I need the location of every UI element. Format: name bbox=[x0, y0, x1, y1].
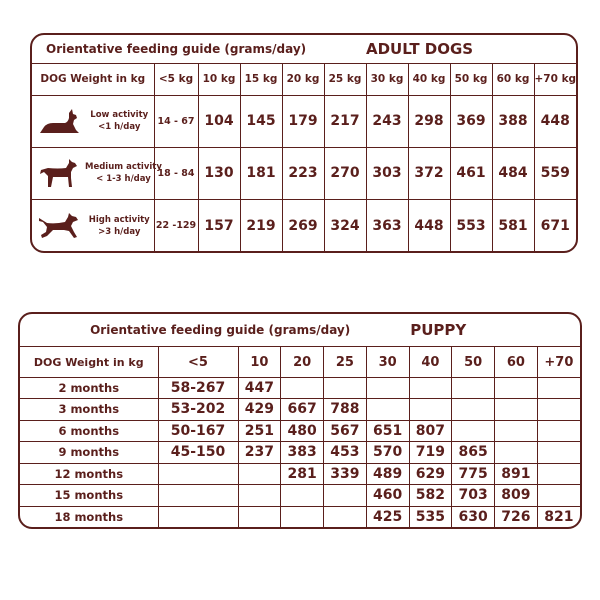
value-cell: 303 bbox=[366, 147, 408, 199]
puppy-age-label: 12 months bbox=[20, 463, 158, 484]
value-cell bbox=[537, 420, 580, 441]
value-cell: 671 bbox=[534, 200, 576, 251]
value-cell: 339 bbox=[324, 463, 367, 484]
adult-col-header: 40 kg bbox=[408, 63, 450, 95]
puppy-table-row bbox=[20, 399, 580, 420]
puppy-col-header: <5 bbox=[158, 347, 238, 377]
value-cell bbox=[158, 463, 238, 484]
value-cell: 130 bbox=[198, 147, 240, 199]
puppy-col-header: 10 bbox=[238, 347, 281, 377]
puppy-feeding-table bbox=[18, 312, 582, 529]
adult-col-header: <5 kg bbox=[154, 63, 198, 95]
adult-feeding-table bbox=[30, 33, 578, 253]
value-cell: 388 bbox=[492, 95, 534, 147]
adult-col-header: 20 kg bbox=[282, 63, 324, 95]
value-cell bbox=[281, 485, 324, 506]
value-cell: 703 bbox=[452, 485, 495, 506]
value-cell: 45-150 bbox=[158, 442, 238, 463]
range-cell: 18 - 84 bbox=[154, 147, 198, 199]
value-cell: 891 bbox=[495, 463, 538, 484]
adult-type-label: ADULT DOGS bbox=[366, 35, 576, 63]
value-cell: 219 bbox=[240, 200, 282, 251]
value-cell: 369 bbox=[450, 95, 492, 147]
value-cell: 719 bbox=[409, 442, 452, 463]
value-cell bbox=[495, 377, 538, 398]
value-cell: 570 bbox=[366, 442, 409, 463]
value-cell: 237 bbox=[238, 442, 281, 463]
puppy-col-header: 30 bbox=[366, 347, 409, 377]
value-cell: 460 bbox=[366, 485, 409, 506]
value-cell: 807 bbox=[409, 420, 452, 441]
value-cell bbox=[409, 377, 452, 398]
value-cell: 821 bbox=[537, 506, 580, 527]
puppy-table-row bbox=[20, 506, 580, 527]
value-cell bbox=[366, 377, 409, 398]
puppy-col-header: 25 bbox=[324, 347, 367, 377]
value-cell: 53-202 bbox=[158, 399, 238, 420]
activity-label: High activity bbox=[88, 214, 150, 225]
puppy-col-header: 50 bbox=[452, 347, 495, 377]
value-cell bbox=[452, 399, 495, 420]
value-cell: 104 bbox=[198, 95, 240, 147]
value-cell: 582 bbox=[409, 485, 452, 506]
value-cell: 181 bbox=[240, 147, 282, 199]
value-cell bbox=[537, 485, 580, 506]
value-cell bbox=[281, 506, 324, 527]
value-cell: 559 bbox=[534, 147, 576, 199]
value-cell: 429 bbox=[238, 399, 281, 420]
value-cell: 581 bbox=[492, 200, 534, 251]
adult-row-low bbox=[32, 95, 576, 147]
value-cell: 179 bbox=[282, 95, 324, 147]
puppy-table-row bbox=[20, 377, 580, 398]
adult-row-medium bbox=[32, 147, 576, 199]
value-cell: 372 bbox=[408, 147, 450, 199]
value-cell bbox=[495, 399, 538, 420]
adult-col-header: 60 kg bbox=[492, 63, 534, 95]
value-cell: 453 bbox=[324, 442, 367, 463]
value-cell: 775 bbox=[452, 463, 495, 484]
adult-col-header: 15 kg bbox=[240, 63, 282, 95]
value-cell: 667 bbox=[281, 399, 324, 420]
adult-col-header: 25 kg bbox=[324, 63, 366, 95]
value-cell bbox=[495, 442, 538, 463]
value-cell: 58-267 bbox=[158, 377, 238, 398]
value-cell: 145 bbox=[240, 95, 282, 147]
value-cell bbox=[495, 420, 538, 441]
value-cell: 809 bbox=[495, 485, 538, 506]
puppy-type-label: PUPPY bbox=[366, 314, 580, 347]
value-cell bbox=[366, 399, 409, 420]
activity-hours: < 1-3 h/day bbox=[96, 174, 151, 185]
puppy-title: Orientative feeding guide (grams/day) bbox=[20, 314, 366, 347]
value-cell: 269 bbox=[282, 200, 324, 251]
puppy-col-header: 60 bbox=[495, 347, 538, 377]
value-cell: 217 bbox=[324, 95, 366, 147]
standing-dog-icon bbox=[38, 158, 80, 188]
value-cell: 629 bbox=[409, 463, 452, 484]
value-cell: 270 bbox=[324, 147, 366, 199]
adult-col-header: 30 kg bbox=[366, 63, 408, 95]
value-cell bbox=[158, 506, 238, 527]
running-dog-icon bbox=[38, 211, 80, 241]
value-cell: 461 bbox=[450, 147, 492, 199]
value-cell: 480 bbox=[281, 420, 324, 441]
value-cell bbox=[281, 377, 324, 398]
value-cell: 567 bbox=[324, 420, 367, 441]
activity-hours: >3 h/day bbox=[98, 226, 141, 237]
value-cell: 251 bbox=[238, 420, 281, 441]
puppy-age-label: 6 months bbox=[20, 420, 158, 441]
value-cell bbox=[537, 463, 580, 484]
value-cell bbox=[158, 485, 238, 506]
value-cell bbox=[537, 442, 580, 463]
adult-col-header: +70 kg bbox=[534, 63, 576, 95]
value-cell: 489 bbox=[366, 463, 409, 484]
value-cell: 363 bbox=[366, 200, 408, 251]
puppy-age-label: 9 months bbox=[20, 442, 158, 463]
puppy-col-header: 40 bbox=[409, 347, 452, 377]
value-cell: 535 bbox=[409, 506, 452, 527]
value-cell bbox=[238, 506, 281, 527]
puppy-col-header: 20 bbox=[281, 347, 324, 377]
value-cell: 484 bbox=[492, 147, 534, 199]
value-cell: 448 bbox=[408, 200, 450, 251]
adult-title: Orientative feeding guide (grams/day) bbox=[32, 35, 366, 63]
value-cell: 788 bbox=[324, 399, 367, 420]
puppy-age-label: 18 months bbox=[20, 506, 158, 527]
puppy-table-row bbox=[20, 442, 580, 463]
puppy-table-row bbox=[20, 485, 580, 506]
puppy-age-label: 15 months bbox=[20, 485, 158, 506]
puppy-weight-label: DOG Weight in kg bbox=[20, 347, 158, 377]
activity-label: Medium activity bbox=[85, 162, 162, 173]
value-cell: 157 bbox=[198, 200, 240, 251]
value-cell: 651 bbox=[366, 420, 409, 441]
puppy-col-header: +70 bbox=[537, 347, 580, 377]
value-cell: 865 bbox=[452, 442, 495, 463]
value-cell: 553 bbox=[450, 200, 492, 251]
adult-col-header: 50 kg bbox=[450, 63, 492, 95]
value-cell bbox=[452, 420, 495, 441]
value-cell bbox=[537, 377, 580, 398]
value-cell: 50-167 bbox=[158, 420, 238, 441]
activity-label: Low activity bbox=[90, 110, 149, 121]
value-cell: 447 bbox=[238, 377, 281, 398]
adult-row-high bbox=[32, 200, 576, 251]
value-cell bbox=[409, 399, 452, 420]
puppy-age-label: 3 months bbox=[20, 399, 158, 420]
activity-hours: <1 h/day bbox=[98, 122, 141, 133]
value-cell: 383 bbox=[281, 442, 324, 463]
value-cell bbox=[324, 485, 367, 506]
value-cell: 298 bbox=[408, 95, 450, 147]
value-cell bbox=[537, 399, 580, 420]
value-cell: 630 bbox=[452, 506, 495, 527]
range-cell: 14 - 67 bbox=[154, 95, 198, 147]
value-cell: 425 bbox=[366, 506, 409, 527]
puppy-table-row bbox=[20, 420, 580, 441]
value-cell bbox=[324, 506, 367, 527]
value-cell bbox=[324, 377, 367, 398]
puppy-table-row bbox=[20, 463, 580, 484]
value-cell: 243 bbox=[366, 95, 408, 147]
value-cell: 726 bbox=[495, 506, 538, 527]
adult-weight-label: DOG Weight in kg bbox=[32, 63, 154, 95]
value-cell: 448 bbox=[534, 95, 576, 147]
adult-col-header: 10 kg bbox=[198, 63, 240, 95]
value-cell bbox=[238, 485, 281, 506]
value-cell bbox=[452, 377, 495, 398]
value-cell: 281 bbox=[281, 463, 324, 484]
value-cell bbox=[238, 463, 281, 484]
range-cell: 22 -129 bbox=[154, 200, 198, 251]
value-cell: 324 bbox=[324, 200, 366, 251]
lying-dog-icon bbox=[38, 106, 80, 136]
value-cell: 223 bbox=[282, 147, 324, 199]
puppy-age-label: 2 months bbox=[20, 377, 158, 398]
